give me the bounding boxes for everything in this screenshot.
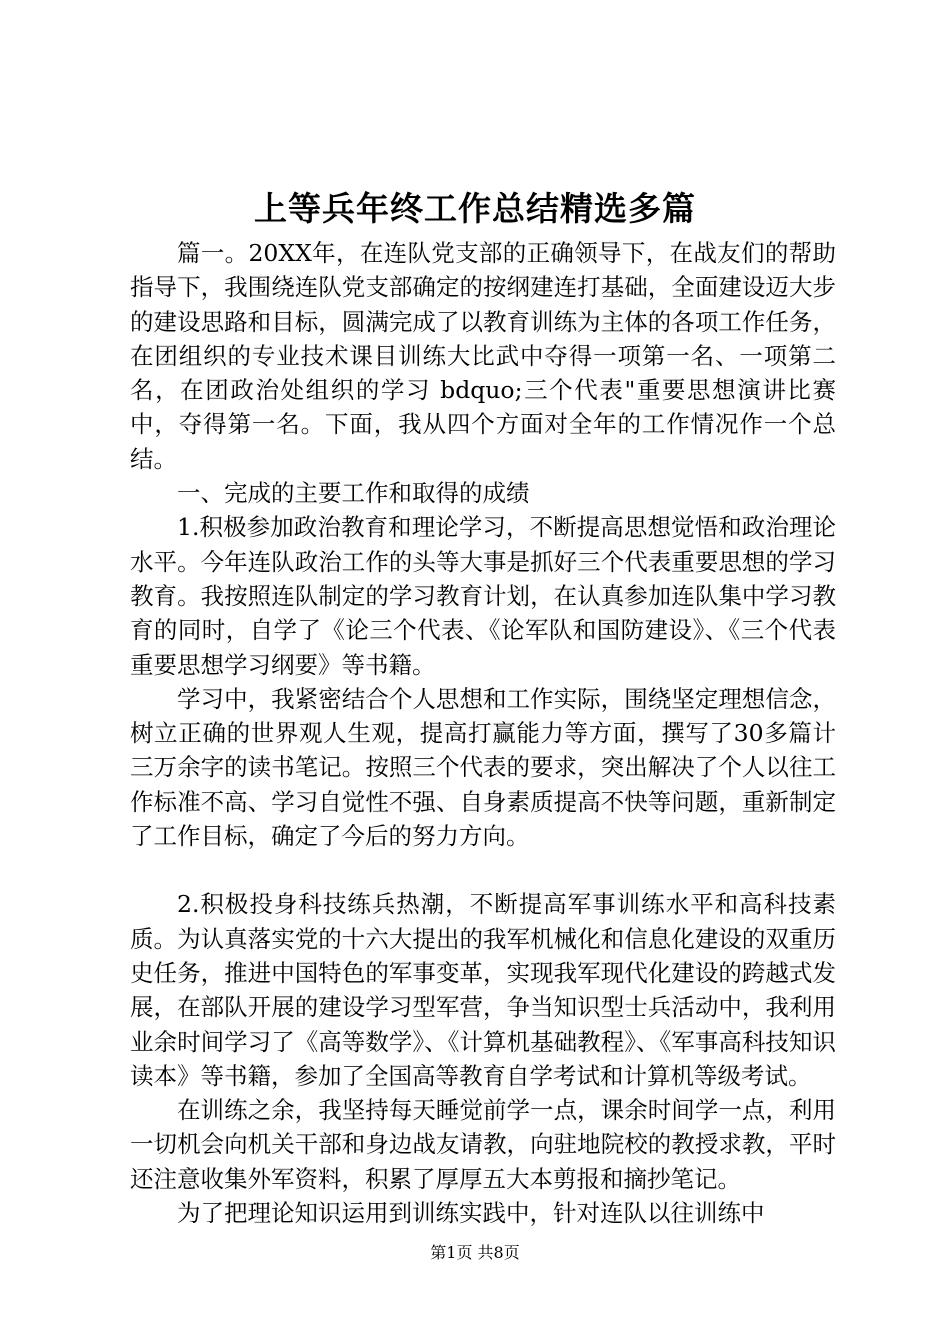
section-heading-achievements: 一、完成的主要工作和取得的成绩: [177, 479, 530, 508]
paragraph-military-training: 2.积极投身科技练兵热潮，不断提高军事训练水平和高科技素质。为认真落实党的十六大提出的我军机械化和信息化建设的双重历史任务，推进中国特色的军事变革，实现我军现代化建设的跨越式发展，在部队开展的建设学习型军营，争当知识型士兵活动中，我利用业余时间学习了《高等数学》、《计算机基础教程》、《军事高科技知识读本》等书籍，参加了全国高等教育自学考试和计算机等级考试。: [130, 890, 836, 1090]
document-title: 上等兵年终工作总结精选多篇: [254, 189, 696, 228]
paragraph-practice: 为了把理论知识运用到训练实践中，针对连队以往训练中: [177, 1199, 765, 1228]
document-body: [130, 236, 836, 1230]
paragraph-intro: 篇一。20XX年，在连队党支部的正确领导下，在战友们的帮助指导下，我围绕连队党支部确定的按纲建连打基础，全面建设迈大步的建设思路和目标，圆满完成了以教育训练为主体的各项工作任务，在团组织的专业技术课目训练大比武中夺得一项第一名、一项第二名，在团政治处组织的学习 bdquo;三个代表"重要思想演讲比赛中，夺得第一名。下面，我从四个方面对全年的工作情况作一个总结。: [130, 239, 836, 473]
paragraph-political-study: 1.积极参加政治教育和理论学习，不断提高思想觉悟和政治理论水平。今年连队政治工作的头等大事是抓好三个代表重要思想的学习教育。我按照连队制定的学习教育计划，在认真参加连队集中学习教育的同时，自学了《论三个代表、《论军队和国防建设》、《三个代表重要思想学习纲要》等书籍。: [130, 513, 836, 679]
paragraph-after-training: 在训练之余，我坚持每天睡觉前学一点，课余时间学一点，利用一切机会向机关干部和身边战友请教，向驻地院校的教授求教，平时还注意收集外军资料，积累了厚厚五大本剪报和摘抄笔记。: [130, 1096, 836, 1193]
page-number: 第1页 共8页: [430, 1243, 520, 1262]
paragraph-study-notes: 学习中，我紧密结合个人思想和工作实际，围绕坚定理想信念，树立正确的世界观人生观，提高打赢能力等方面，撰写了30多篇计三万余字的读书笔记。按照三个代表的要求，突出解决了个人以往工作标准不高、学习自觉性不强、自身素质提高不快等问题，重新制定了工作目标，确定了今后的努力方向。: [130, 684, 836, 851]
